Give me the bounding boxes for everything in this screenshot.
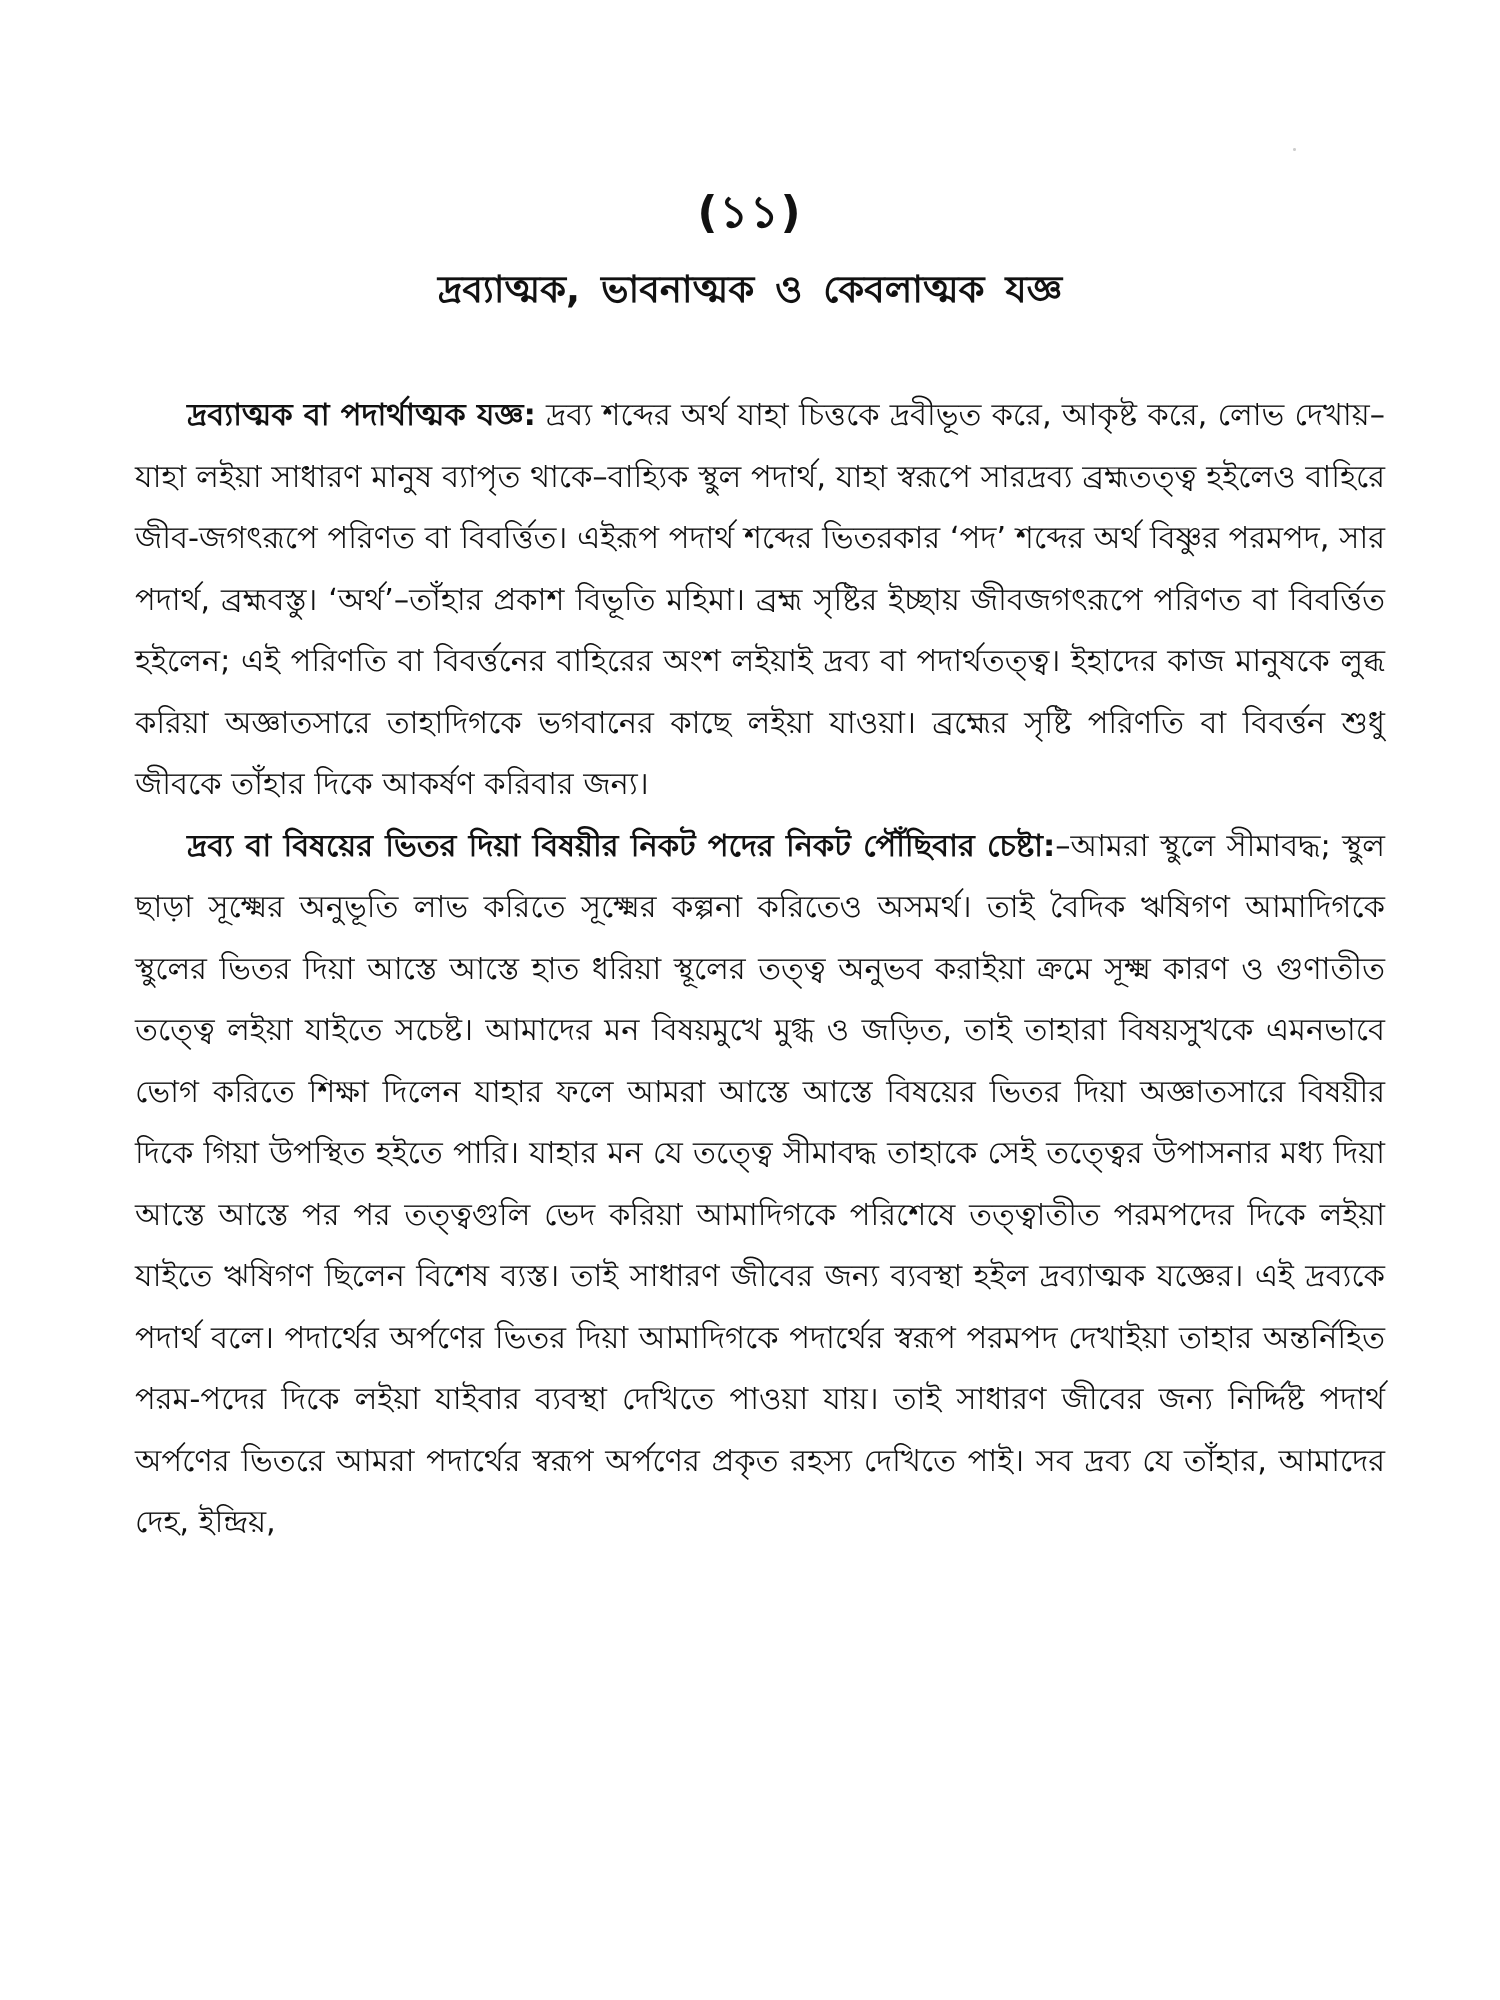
paragraph-heading: দ্রব্য বা বিষয়ের ভিতর দিয়া বিষয়ীর নিকট পদের নিকট পৌঁছিবার চেষ্টা: [187, 828, 1056, 864]
body-text [135, 385, 1385, 1554]
page-number: (১১) [697, 187, 803, 238]
paragraph-heading: দ্রব্যাত্মক বা পদার্থাত্মক যজ্ঞ: [187, 398, 536, 433]
scan-speck [1293, 148, 1296, 151]
chapter-title: দ্রব্যাত্মক, ভাবনাত্মক ও কেবলাত্মক যজ্ঞ [437, 268, 1063, 311]
paragraph-vishaya-through-dravya [135, 816, 1385, 1554]
paragraph-dravyatmak-yajna [135, 385, 1385, 816]
paragraph-body: দ্রব্য শব্দের অর্থ যাহা চিত্তকে দ্রবীভূত করে, আকৃষ্ট করে, লোভ দেখায়–যাহা লইয়া সাধারণ মানুষ ব্যাপৃত থাকে–বাহ্যিক স্থুল পদার্থ, যাহা স্বরূপে সারদ্রব্য ব্রহ্মতত্ত্ব হইলেও বাহিরে জীব-জগৎরূপে পরিণত বা বিবর্ত্তিত। এইরূপ পদার্থ শব্দের ভিতরকার ‘পদ’ শব্দের অর্থ বিষ্ণুর পরমপদ, সার পদার্থ, ব্রহ্মবস্তু। ‘অর্থ’–তাঁহার প্রকাশ বিভূতি মহিমা। ব্রহ্ম সৃষ্টির ইচ্ছায় জীবজগৎরূপে পরিণত বা বিবর্ত্তিত হইলেন; এই পরিণতি বা বিবর্ত্তনের বাহিরের অংশ লইয়াই দ্রব্য বা পদার্থতত্ত্ব। ইহাদের কাজ মানুষকে লুব্ধ করিয়া অজ্ঞাতসারে তাহাদিগকে ভগবানের কাছে লইয়া যাওয়া। ব্রহ্মের সৃষ্টি পরিণতি বা বিবর্ত্তন শুধু জীবকে তাঁহার দিকে আকর্ষণ করিবার জন্য। [135, 398, 1385, 802]
paragraph-body: –আমরা স্থুলে সীমাবদ্ধ; স্থুল ছাড়া সূক্ষ্মের অনুভূতি লাভ করিতে সূক্ষ্মের কল্পনা করিতেও অসমর্থ। তাই বৈদিক ঋষিগণ আমাদিগকে স্থুলের ভিতর দিয়া আস্তে আস্তে হাত ধরিয়া স্থূলের তত্ত্ব অনুভব করাইয়া ক্রমে সূক্ষ্ম কারণ ও গুণাতীত তত্ত্বে লইয়া যাইতে সচেষ্ট। আমাদের মন বিষয়মুখে মুগ্ধ ও জড়িত, তাই তাহারা বিষয়সুখকে এমনভাবে ভোগ করিতে শিক্ষা দিলেন যাহার ফলে আমরা আস্তে আস্তে বিষয়ের ভিতর দিয়া অজ্ঞাতসারে বিষয়ীর দিকে গিয়া উপস্থিত হইতে পারি। যাহার মন যে তত্ত্বে সীমাবদ্ধ তাহাকে সেই তত্ত্বের উপাসনার মধ্য দিয়া আস্তে আস্তে পর পর তত্ত্বগুলি ভেদ করিয়া আমাদিগকে পরিশেষে তত্ত্বাতীত পরমপদের দিকে লইয়া যাইতে ঋষিগণ ছিলেন বিশেষ ব্যস্ত। তাই সাধারণ জীবের জন্য ব্যবস্থা হইল দ্রব্যাত্মক যজ্ঞের। এই দ্রব্যকে পদার্থ বলে। পদার্থের অর্পণের ভিতর দিয়া আমাদিগকে পদার্থের স্বরূপ পরমপদ দেখাইয়া তাহার অন্তর্নিহিত পরম-পদের দিকে লইয়া যাইবার ব্যবস্থা দেখিতে পাওয়া যায়। তাই সাধারণ জীবের জন্য নির্দ্দিষ্ট পদার্থ অর্পণের ভিতরে আমরা পদার্থের স্বরূপ অর্পণের প্রকৃত রহস্য দেখিতে পাই। সব দ্রব্য যে তাঁহার, আমাদের দেহ, ইন্দ্রিয়, [135, 828, 1385, 1540]
